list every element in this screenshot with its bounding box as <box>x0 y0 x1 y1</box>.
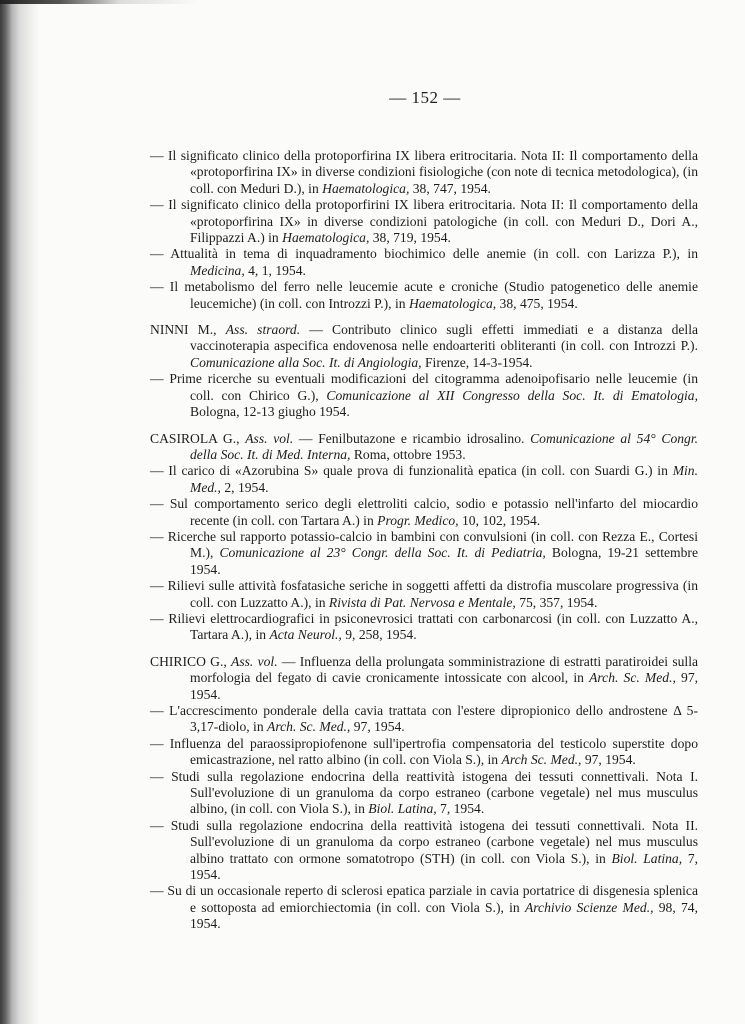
journal-citation: Progr. Medico, <box>377 512 459 528</box>
entry-text: — Influenza del paraossipropiofenone sull'ipertrofia compensatoria del testicolo superstite dopo emicastrazione, nel ratto albino (in coll. con Viola S.), in <box>150 735 698 768</box>
bibliography-entry <box>150 496 698 529</box>
bibliography-entry <box>150 431 698 464</box>
bibliography-entry <box>150 769 698 818</box>
entry-text: 98, 74, 1954. <box>190 899 698 932</box>
page-number: — 152 — <box>389 88 461 107</box>
author-group <box>150 148 698 312</box>
bibliography-entry <box>150 578 698 611</box>
entry-text: — Studi sulla regolazione endocrina della reattività istogena dei tessuti connettivali. Nota II. Sull'evoluzione di un granuloma da corpo estraneo (carbone vegetale) nel mus musculus albino trattato con ormone somatotropo (STH) (in coll. con Viola S.), in <box>150 817 698 866</box>
bibliography-entry <box>150 703 698 736</box>
entry-text: 97, 1954. <box>190 670 699 702</box>
entry-text: CASIROLA G., <box>150 430 246 446</box>
entry-text: — Su di un occasionale reperto di sclerosi epatica parziale in cavia portatrice di disgenesia splenica e sottoposta ad emiorchiectomia (in coll. con Viola S.), in <box>150 883 698 915</box>
journal-citation: Biol. Latina, <box>611 850 683 866</box>
entry-text: 9, 258, 1954. <box>341 627 417 643</box>
author-group <box>150 322 698 420</box>
bibliography-entry <box>150 736 698 769</box>
entry-text: 2, 1954. <box>220 479 269 495</box>
journal-citation: Arch. Sc. Med., <box>267 719 351 735</box>
journal-citation: Acta Neurol., <box>269 627 342 643</box>
journal-citation: Comunicazione al 54° Congr. della Soc. It. di Med. Interna, <box>190 430 699 462</box>
bibliography-entry <box>150 654 698 703</box>
bibliography-entry <box>150 463 698 496</box>
journal-citation: Haematologica, <box>282 230 370 246</box>
bibliography-entry <box>150 371 698 420</box>
entry-text: — Il significato clinico della protoporfirini IX libera eritrocitaria. Nota II: Il comportamento della «protoporfirina IX» in diverse condizioni patologiche (in coll. con Meduri D., Dori A., Filippazzi A.) in <box>150 197 698 246</box>
entry-text: NINNI M., <box>150 322 226 338</box>
entry-text: — Il carico di «Azorubina S» quale prova di funzionalità epatica (in coll. con Suardi G.) in <box>150 463 673 479</box>
journal-citation: Comunicazione alla Soc. It. di Angiologia, <box>190 354 422 370</box>
journal-citation: Min. Med., <box>190 463 698 495</box>
entry-text: 7, 1954. <box>190 850 699 883</box>
journal-citation: Comunicazione al XII Congresso della Soc. It. di Ematologia, <box>326 387 698 403</box>
journal-citation: Ass. vol. <box>245 430 294 446</box>
bibliography-entry <box>150 322 698 371</box>
author-group <box>150 431 698 644</box>
journal-citation: Rivista di Pat. Nervosa e Mentale, <box>328 594 516 610</box>
journal-citation: Ass. straord. <box>225 322 301 338</box>
entry-text: — Studi sulla regolazione endocrina della reattività istogena dei tessuti connettivali. Nota I. Sull'evoluzione di un granuloma da corpo estraneo (carbone vegetale) nel mus musculus albino, (in coll. con Viola S.), in <box>150 768 698 817</box>
bibliography-entry <box>150 611 698 644</box>
entry-text: 7, 1954. <box>436 801 485 817</box>
entry-text: Roma, ottobre 1953. <box>350 446 466 462</box>
bibliography-entry <box>150 529 698 578</box>
bibliography-entry <box>150 246 698 279</box>
bibliography-entry <box>150 197 698 246</box>
entry-text: — L'accrescimento ponderale della cavia trattata con l'estere dipropionico dello androstene Δ 5-3,17-diolo, in <box>150 703 698 735</box>
entry-text: — Il significato clinico della protoporfirina IX libera eritrocitaria. Nota II: Il comportamento della «protoporfirina IX» in diverse condizioni fisiologiche (con note di tecnica metodologica), (in coll. con Meduri D.), in <box>150 148 698 196</box>
entry-text: — Fenilbutazone e ricambio idrosalino. <box>293 430 531 446</box>
entry-text: CHIRICO G., <box>150 653 232 669</box>
entry-text: 97, 1954. <box>581 752 636 768</box>
entry-text: — Prime ricerche su eventuali modificazioni del citogramma adenoipofisario nelle leucemie (in coll. con Chirico G.), <box>150 371 698 403</box>
entry-text: — Attualità in tema di inquadramento biochimico delle anemie (in coll. con Larizza P.), in <box>150 246 698 262</box>
journal-citation: Comunicazione al 23° Congr. della Soc. It. di Pediatria, <box>219 545 546 561</box>
journal-citation: Biol. Latina, <box>368 801 437 817</box>
entry-text: 97, 1954. <box>350 719 405 735</box>
entry-text: — Il metabolismo del ferro nelle leucemie acute e croniche (Studio patogenetico delle anemie leucemiche) (in coll. con Introzzi P.), in <box>150 279 698 311</box>
entry-text: Firenze, 14-3-1954. <box>421 354 533 370</box>
journal-citation: Ass. vol. <box>231 653 278 669</box>
entry-text: 75, 357, 1954. <box>515 594 598 610</box>
bibliography-entry <box>150 883 698 932</box>
journal-citation: Arch Sc. Med., <box>501 752 582 768</box>
entry-text: — Ricerche sul rapporto potassio-calcio in bambini con convulsioni (in coll. con Rezza E., Cortesi M.), <box>150 528 698 561</box>
entry-text: — Rilievi sulle attività fosfatasiche seriche in soggetti affetti da distrofia muscolare progressiva (in coll. con Luzzatto A.), in <box>150 578 698 610</box>
bibliography-entry <box>150 818 698 884</box>
entry-text: 38, 747, 1954. <box>409 180 491 196</box>
bibliography-list <box>150 148 698 943</box>
entry-text: 10, 102, 1954. <box>458 512 541 528</box>
entry-text: Bologna, 12-13 giugho 1954. <box>190 404 350 420</box>
journal-citation: Haematologica, <box>322 180 410 196</box>
bibliography-entry <box>150 148 698 197</box>
journal-citation: Medicina, <box>190 262 245 278</box>
entry-text: — Sul comportamento serico degli elettroliti calcio, sodio e potassio nell'infarto del miocardio recente (in coll. con Tartara A.) in <box>150 496 698 528</box>
author-group <box>150 654 698 933</box>
journal-citation: Archivio Scienze Med., <box>524 899 654 915</box>
journal-citation: Haematologica, <box>408 295 497 311</box>
entry-text: 4, 1, 1954. <box>244 262 306 278</box>
entry-text: — Influenza della prolungata somministrazione di estratti paratiroidei sulla morfologia del fegato di cavie cronicamente intossicate con alcool, in <box>190 653 699 686</box>
entry-text: Bologna, 19-21 settembre 1954. <box>190 545 698 577</box>
journal-citation: Arch. Sc. Med., <box>589 670 676 686</box>
entry-text: — Contributo clinico sugli effetti immediati e a distanza della vaccinoterapia aspecifica endovenosa nelle endoarteriti obliteranti (in coll. con Introzzi P.). <box>190 322 699 354</box>
scan-top-edge <box>0 0 745 4</box>
entry-text: — Rilievi elettrocardiografici in psiconevrosici trattati con carbonarcosi (in coll. con Luzzatto A., Tartara A.), in <box>150 610 698 643</box>
entry-text: 38, 719, 1954. <box>369 230 451 246</box>
entry-text: 38, 475, 1954. <box>496 295 578 311</box>
scan-edge-shadow <box>0 0 40 1024</box>
bibliography-entry <box>150 279 698 312</box>
